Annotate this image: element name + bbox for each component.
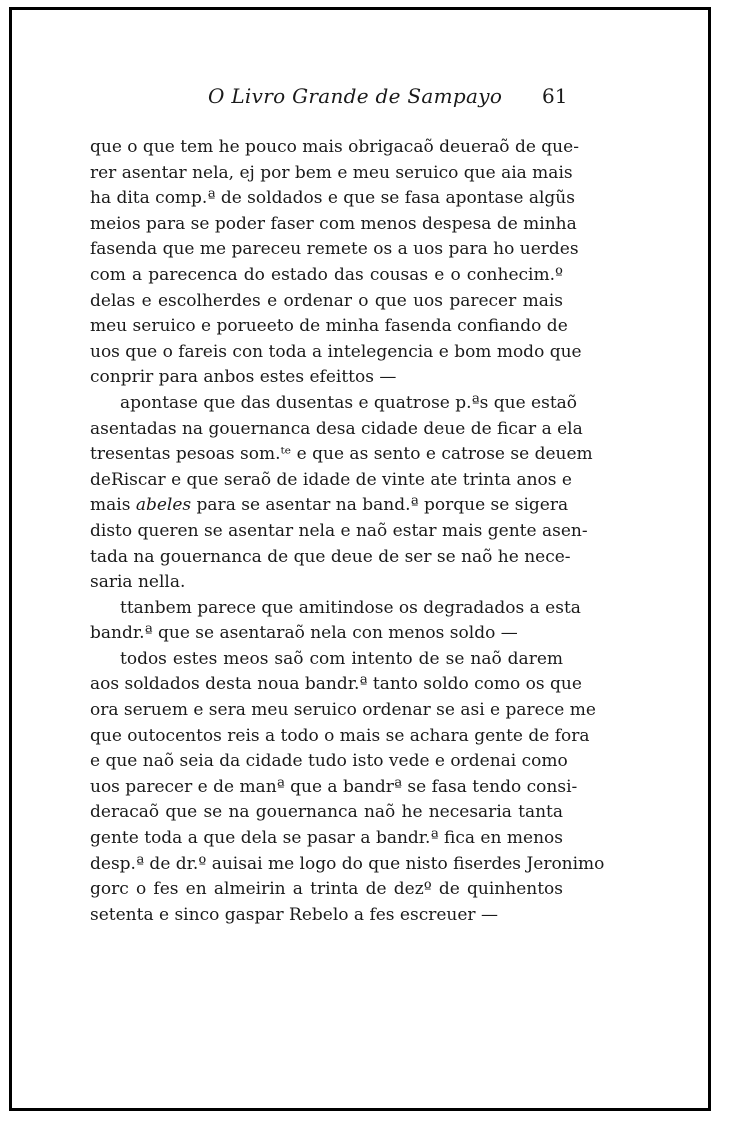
text-line: rer asentar nela, ej por bem e meu seruico que aia mais xyxy=(90,162,573,183)
text-line: meu seruico e porueeto de minha fasenda confiando de xyxy=(90,316,568,337)
text-line: com a parecenca do estado das cousas e o conhecim.º xyxy=(90,264,563,285)
text-line: tada na gouernanca de que deue de ser se naõ he nece- xyxy=(90,546,571,567)
text-line: que o que tem he pouco mais obrigacaõ deueraõ de que- xyxy=(90,137,579,157)
text-line: bandr.ª que se asentaraõ nela con menos soldo — xyxy=(90,623,518,644)
running-title: O Livro Grande de Sampayo xyxy=(208,84,503,108)
text-line: que outocentos reis a todo o mais se achara gente de fora xyxy=(90,725,590,746)
text-line: meios para se poder faser com menos despesa de minha xyxy=(90,213,577,234)
text-line: tresentas pesoas som.ᵗᵉ e que as sento e catrose se deuem xyxy=(90,444,593,465)
text-line: todos estes meos saõ com intento de se naõ darem xyxy=(120,648,563,669)
text-line: fasenda que me pareceu remete os a uos para ho uerdes xyxy=(90,239,579,260)
text-line: setenta e sinco gaspar Rebelo a fes escreuer — xyxy=(90,904,498,925)
page-header xyxy=(12,84,708,124)
text-line: gente toda a que dela se pasar a bandr.ª fica en menos xyxy=(90,828,563,849)
page-number: 61 xyxy=(542,84,568,108)
text-line: disto queren se asentar nela e naõ estar mais gente asen- xyxy=(90,520,588,541)
text-line: delas e escolherdes e ordenar o que uos parecer mais xyxy=(90,290,563,311)
text-line: ha dita comp.ª de soldados e que se fasa apontase algũs xyxy=(90,188,575,209)
text-line: desp.ª de dr.º auisai me logo do que nisto fiserdes Jeronimo xyxy=(90,853,605,874)
text-line: deracaõ que se na gouernanca naõ he necesaria tanta xyxy=(90,802,563,823)
text-line: ttanbem parece que amitindose os degradados a esta xyxy=(120,597,581,618)
text-line: asentadas na gouernanca desa cidade deue de ficar a ela xyxy=(90,418,583,439)
text-line: uos que o fareis con toda a intelegencia e bom modo que xyxy=(90,341,582,362)
text-line: ora seruem e sera meu seruico ordenar se asi e parece me xyxy=(90,700,596,721)
text-line: conprir para anbos estes efeittos — xyxy=(90,367,397,388)
italic-word: abeles xyxy=(135,495,192,516)
book-page xyxy=(9,7,711,1111)
text-line: uos parecer e de manª que a bandrª se fasa tendo consi- xyxy=(90,776,578,797)
text-line: saria nella. xyxy=(90,572,186,593)
text-line: aos soldados desta noua bandr.ª tanto soldo como os que xyxy=(90,674,582,695)
text-line: mais abeles para se asentar na band.ª porque se sigera xyxy=(90,495,569,516)
body-text xyxy=(90,135,605,928)
text-line: e que naõ seia da cidade tudo isto vede e ordenai como xyxy=(90,751,568,772)
text-line: deRiscar e que seraõ de idade de vinte ate trinta anos e xyxy=(90,469,572,490)
text-line: gorc o fes en almeirin a trinta de dezº de quinhentos xyxy=(90,879,563,900)
text-line: apontase que das dusentas e quatrose p.ªs que estaõ xyxy=(120,392,578,413)
